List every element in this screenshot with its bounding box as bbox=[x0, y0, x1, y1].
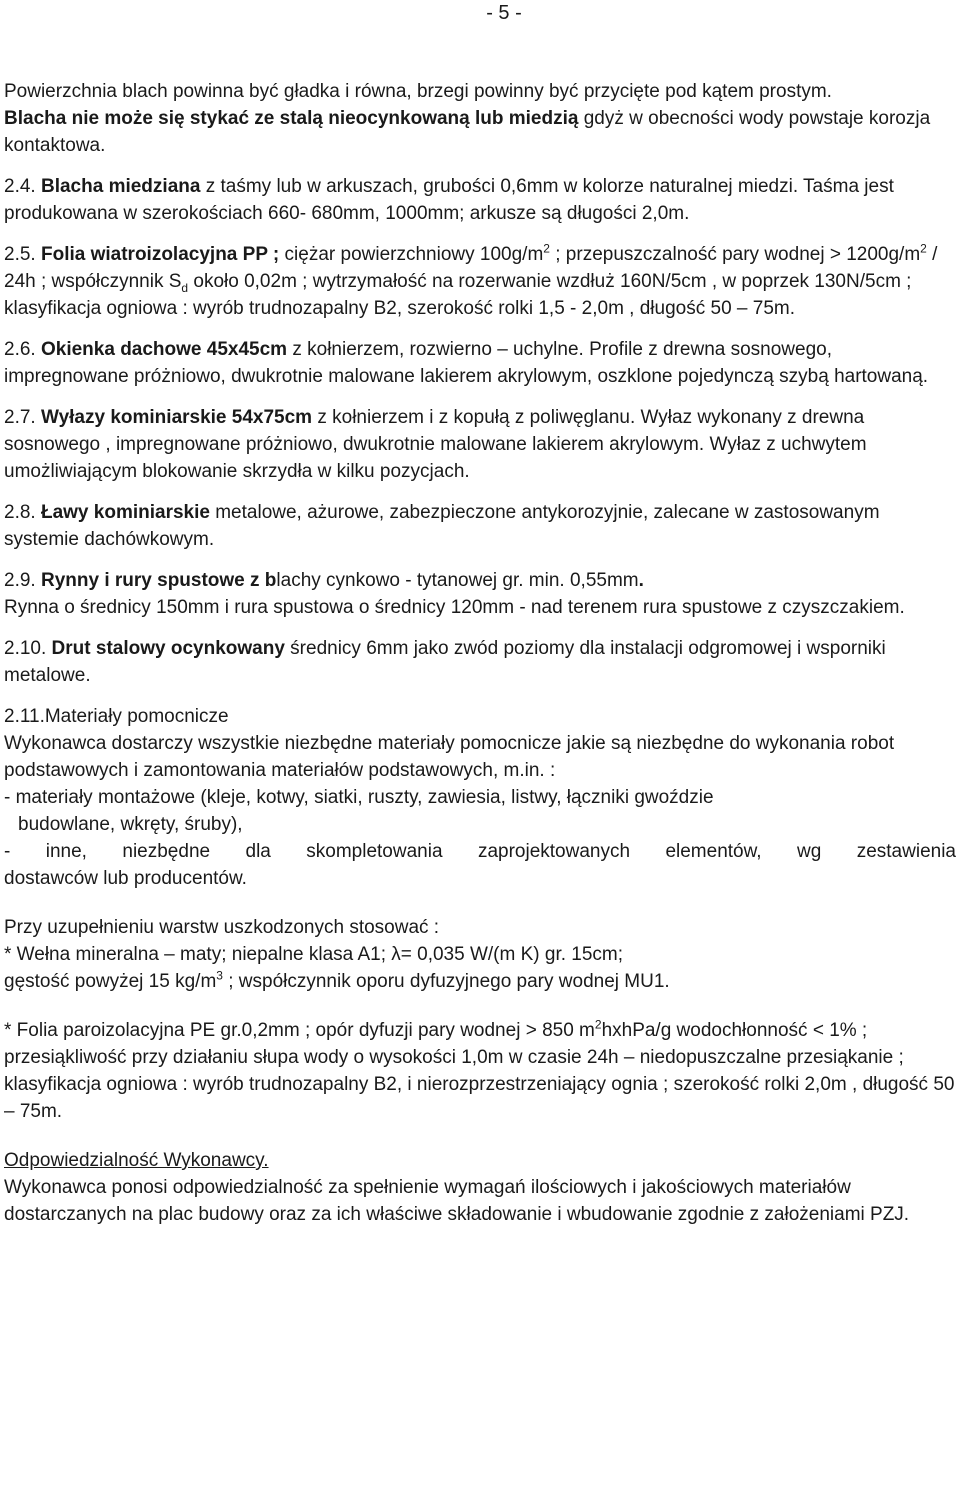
paragraph-blacha-intro: Powierzchnia blach powinna być gładka i równa, brzegi powinny być przycięte pod kątem prostym. Blacha nie może się stykać ze stalą nieocynkowaną lub miedzią gdyż w obecności wody powstaje korozja kontaktowa. bbox=[4, 81, 931, 156]
responsibility-text: Wykonawca ponosi odpowiedzialność za spełnienie wymagań ilościowych i jakościowych materiałów dostarczanych na plac budowy oraz za ich właściwe składowanie i wbudowanie zgodnie z założeniami PZJ. bbox=[4, 1177, 910, 1225]
section-2-11-title: 2.11.Materiały pomocnicze bbox=[4, 706, 229, 727]
section-2-5: 2.5. Folia wiatroizolacyjna PP ; ciężar powierzchniowy $100g/m^2$ ; przepuszczalność pary wodnej > $1200g/m^2 / 24h$ ; współczynnik $S_d$ około 0,02m ; wytrzymałość na rozerwanie wzdłuż 160N/5cm , w poprzek 130N/5cm ; klasyfikacja ogniowa : wyrób trudnozapalny B2, szerokość rolki 1,5 - 2,0m , długość 50 – 75m. bbox=[4, 241, 938, 319]
page-number: - 5 - bbox=[486, 2, 522, 24]
section-2-8: 2.8. Ławy kominiarskie metalowe, ażurowe, zabezpieczone antykorozyjnie, zalecane w zastosowanym systemie dachówkowym. bbox=[4, 502, 880, 550]
foil-spec: * Folia paroizolacyjna PE gr.0,2mm ; opór dyfuzji pary wodnej > 850 $m^2hxhPa/g$ wodochłonność < 1% ; przesiąkliwość przy działaniu słupa wody o wysokości 1,0m w czasie 24h – niedopuszczalne przesiąkanie ; klasyfikacja ogniowa : wyrób trudnozapalny B2, i nierozprzestrzeniający ognia ; szerokość rolki 2,0m , długość 50 – 75m. bbox=[4, 1017, 955, 1122]
list-item-continued: dostawców lub producentów. bbox=[4, 868, 247, 889]
section-2-9: 2.9. Rynny i rury spustowe z blachy cynkowo - tytanowej gr. min. 0,55mm. Rynna o średnicy 150mm i rura spustowa o średnicy 120mm - nad terenem rura spustowe z czyszczakiem. bbox=[4, 570, 905, 618]
responsibility-title: Odpowiedzialność Wykonawcy. bbox=[4, 1150, 269, 1171]
section-2-11-intro: Wykonawca dostarczy wszystkie niezbędne materiały pomocnicze jakie są niezbędne do wykonania robot podstawowych i zamontowania materiałów podstawowych, m.in. : bbox=[4, 733, 895, 781]
section-2-6: 2.6. Okienka dachowe 45x45cm z kołnierzem, rozwierno – uchylne. Profile z drewna sosnowego, impregnowane próżniowo, dwukrotnie malowane lakierem akrylowym, oszklone pojedynczą szybą hartowaną. bbox=[4, 339, 929, 387]
list-item: - inne, niezbędne dla skompletowania zaprojektowanych elementów, wg zestawienia bbox=[4, 841, 956, 862]
list-item: - materiały montażowe (kleje, kotwy, siatki, ruszty, zawiesia, listwy, łączniki gwoździe bbox=[4, 787, 714, 808]
section-2-11 bbox=[4, 703, 956, 892]
section-2-7: 2.7. Wyłazy kominiarskie 54x75cm z kołnierzem i z kopułą z poliwęglanu. Wyłaz wykonany z drewna sosnowego , impregnowane próżniowo, dwukrotnie malowane lakierem akrylowym. Wyłaz z uchwytem umożliwiającym blokowanie skrzydła w kilku pozycjach. bbox=[4, 407, 867, 482]
contractor-responsibility bbox=[4, 1147, 956, 1228]
wool-spec: * Wełna mineralna – maty; niepalne klasa A1; λ= 0,035 W/(m K) gr. 15cm; bbox=[4, 944, 624, 965]
replacement-materials bbox=[4, 914, 956, 995]
replacement-intro: Przy uzupełnieniu warstw uszkodzonych stosować : bbox=[4, 917, 440, 938]
document-body bbox=[4, 78, 956, 1228]
wool-spec-continued: gęstość powyżej 15 $kg/m^3$ ; współczynnik oporu dyfuzyjnego pary wodnej MU1. bbox=[4, 968, 670, 992]
list-item-continued: budowlane, wkręty, śruby), bbox=[18, 814, 243, 835]
section-2-10: 2.10. Drut stalowy ocynkowany średnicy 6mm jako zwód poziomy dla instalacji odgromowej i wsporniki metalowe. bbox=[4, 638, 886, 686]
section-2-4: 2.4. Blacha miedziana z taśmy lub w arkuszach, grubości 0,6mm w kolorze naturalnej miedzi. Taśma jest produkowana w szerokościach 660- 680mm, 1000mm; arkusze są długości 2,0m. bbox=[4, 176, 894, 224]
